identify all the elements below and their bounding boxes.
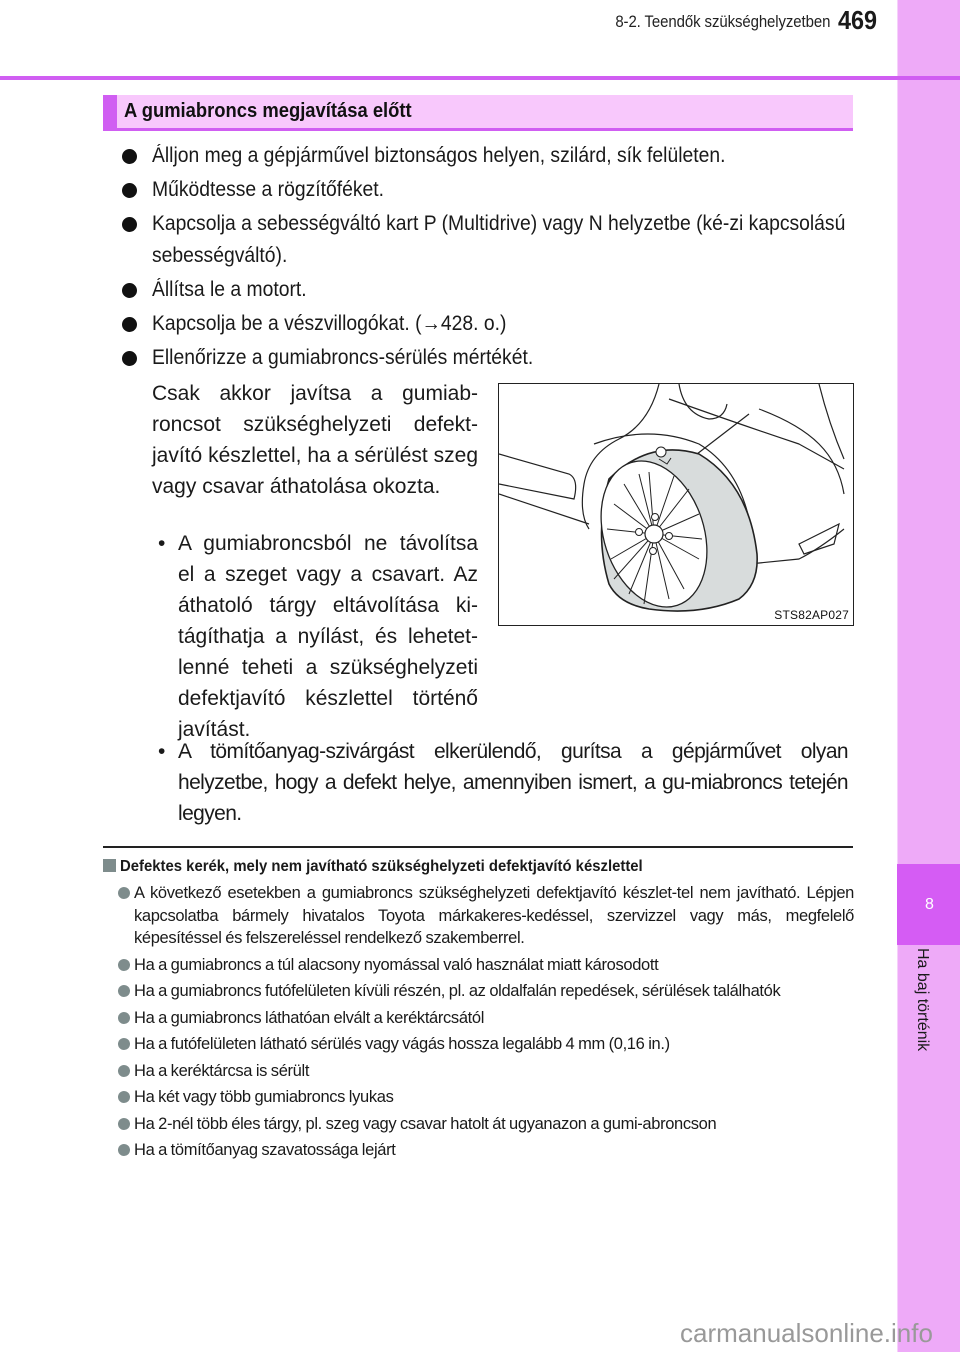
note-item: Ha a keréktárcsa is sérült [118, 1060, 854, 1083]
bullet-icon [122, 149, 137, 164]
banner-underline [103, 128, 853, 131]
bullet-icon [118, 1065, 130, 1077]
square-bullet-icon [103, 859, 116, 872]
bullet-icon [122, 283, 137, 298]
flat-tire-illustration [498, 383, 854, 626]
step-item: Kapcsolja be a vészvillogókat. (→428. o.) [122, 308, 862, 340]
note-item: Ha a tömítőanyag szavatossága lejárt [118, 1139, 854, 1162]
small-bullet-icon: • [158, 740, 165, 763]
page-number: 469 [838, 5, 878, 35]
inspection-paragraph: Csak akkor javítsa a gumiab-roncsot szükséghelyzeti defekt-javító készlettel, ha a sérülést szeg vagy csavar áthatolása okozta. [152, 382, 478, 498]
bullet-icon [122, 217, 137, 232]
bullet-icon [118, 1012, 130, 1024]
bullet-icon [118, 959, 130, 971]
bullet-icon [118, 1091, 130, 1103]
note-heading: Defektes kerék, mely nem javítható szükséghelyzeti defektjavító készlettel [103, 857, 863, 877]
chapter-sidebar [897, 0, 960, 1352]
inspection-sub-bullet: • A tömítőanyag-szivárgást elkerülendő, gurítsa a gépjárművet olyan helyzetbe, hogy a defekt helye, amennyiben ismert, a gu-miabroncs tetején legyen. [152, 736, 848, 829]
step-item: Működtesse a rögzítőféket. [122, 174, 862, 206]
section-title: 8-2. Teendők szükséghelyzetben [615, 12, 830, 31]
bullet-icon [122, 351, 137, 366]
header-rule [0, 76, 960, 80]
banner-accent [103, 95, 117, 131]
section-divider [103, 846, 853, 848]
note-item: Ha a gumiabroncs láthatóan elvált a keréktárcsától [118, 1007, 854, 1030]
chapter-number: 8 [925, 895, 934, 913]
chapter-title-text: Ha baj történik [914, 948, 931, 1052]
watermark-link[interactable]: carmanualsonline.info [680, 1318, 933, 1348]
bullet-icon [118, 985, 130, 997]
car-wheel-drawing [499, 384, 854, 626]
note-item: A következő esetekben a gumiabroncs szükséghelyzeti defektjavító készlet-tel nem javítható. Lépjen kapcsolatba bármely hivatalos Toyota márkakeres-kedéssel, szervizzel vagy más, megfelelő képesítéssel és felszereléssel rendelkező szakemberrel. [118, 882, 854, 950]
small-bullet-icon: • [158, 532, 166, 555]
inspection-sub-bullet: • A gumiabroncsból ne távolítsa el a szeget vagy a csavart. Az áthatoló tárgy eltávolítása ki-tágíthatja a nyílást, és lehetet-lenné teheti a szükséghelyzeti defektjavító készlettel történő javítást. [152, 528, 478, 745]
note-item: Ha a gumiabroncs a túl alacsony nyomással való használat miatt károsodott [118, 954, 854, 977]
chapter-title [905, 948, 951, 1108]
bullet-icon [118, 1144, 130, 1156]
note-item: Ha a gumiabroncs futófelületen kívüli részén, pl. az oldalfalán repedések, sérülések találhatók [118, 980, 854, 1003]
bullet-icon [122, 183, 137, 198]
notes-list [118, 882, 854, 1166]
step-item: Kapcsolja a sebességváltó kart P (Multidrive) vagy N helyzetbe (ké-zi kapcsolású sebességváltó). [122, 208, 862, 272]
figure-code: STS82AP027 [774, 608, 849, 622]
banner-title: A gumiabroncs megjavítása előtt [124, 100, 412, 122]
bullet-icon [118, 887, 130, 899]
steps-list [122, 140, 862, 376]
step-item: Álljon meg a gépjárművel biztonságos helyen, szilárd, sík felületen. [122, 140, 862, 172]
note-item: Ha két vagy több gumiabroncs lyukas [118, 1086, 854, 1109]
note-item: Ha 2-nél több éles tárgy, pl. szeg vagy csavar hatolt át ugyanazon a gumi-abroncson [118, 1113, 854, 1136]
step-item: Ellenőrizze a gumiabroncs-sérülés mértékét. [122, 342, 862, 374]
step-item: Állítsa le a motort. [122, 274, 862, 306]
bullet-icon [118, 1038, 130, 1050]
bullet-icon [118, 1118, 130, 1130]
note-item: Ha a futófelületen látható sérülés vagy vágás hossza legalább 4 mm (0,16 in.) [118, 1033, 854, 1056]
bullet-icon [122, 317, 137, 332]
